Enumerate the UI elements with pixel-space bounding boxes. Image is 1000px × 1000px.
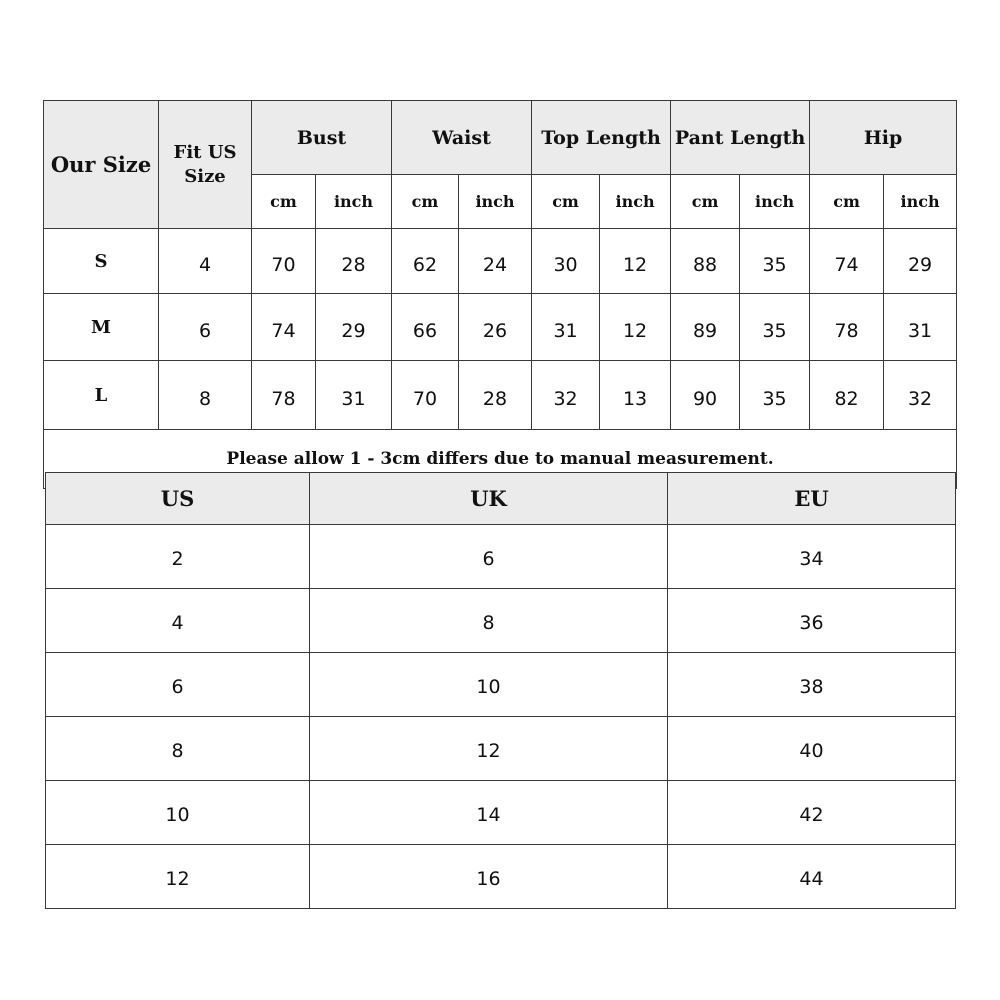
value-cell: 29 [316, 294, 392, 361]
pant-length-header: Pant Length [671, 101, 810, 175]
unit-header: inch [884, 175, 957, 229]
value-cell: 66 [392, 294, 459, 361]
fit-us-size-header [159, 101, 252, 229]
table-row [44, 229, 957, 294]
unit-header: cm [392, 175, 459, 229]
value-cell: 90 [671, 361, 740, 430]
eu-header: EU [668, 473, 956, 525]
value-cell: 78 [252, 361, 316, 430]
us-cell: 2 [46, 525, 310, 589]
uk-cell: 16 [310, 845, 668, 909]
table-row [44, 361, 957, 430]
value-cell: 88 [671, 229, 740, 294]
unit-header: cm [810, 175, 884, 229]
table-row [46, 717, 956, 781]
value-cell: 26 [459, 294, 532, 361]
value-cell: 35 [740, 229, 810, 294]
table-row [46, 589, 956, 653]
fit-us-cell: 6 [159, 294, 252, 361]
eu-cell: 42 [668, 781, 956, 845]
unit-header: cm [671, 175, 740, 229]
value-cell: 13 [600, 361, 671, 430]
waist-header: Waist [392, 101, 532, 175]
us-cell: 4 [46, 589, 310, 653]
value-cell: 62 [392, 229, 459, 294]
unit-header: inch [316, 175, 392, 229]
unit-header: inch [740, 175, 810, 229]
fit-us-size-header-line1: Fit US [173, 141, 237, 163]
table-row [46, 525, 956, 589]
hip-header: Hip [810, 101, 957, 175]
value-cell: 29 [884, 229, 957, 294]
table-row [46, 653, 956, 717]
uk-header: UK [310, 473, 668, 525]
value-cell: 89 [671, 294, 740, 361]
value-cell: 28 [316, 229, 392, 294]
fit-us-cell: 4 [159, 229, 252, 294]
value-cell: 12 [600, 229, 671, 294]
top-length-header: Top Length [532, 101, 671, 175]
value-cell: 32 [532, 361, 600, 430]
uk-cell: 14 [310, 781, 668, 845]
size-cell: M [44, 294, 159, 361]
bust-header: Bust [252, 101, 392, 175]
value-cell: 31 [884, 294, 957, 361]
unit-header: inch [600, 175, 671, 229]
size-cell: S [44, 229, 159, 294]
value-cell: 32 [884, 361, 957, 430]
eu-cell: 36 [668, 589, 956, 653]
value-cell: 31 [532, 294, 600, 361]
eu-cell: 44 [668, 845, 956, 909]
value-cell: 28 [459, 361, 532, 430]
measurement-note: Please allow 1 - 3cm differs due to manual measurement. [44, 430, 957, 489]
value-cell: 74 [252, 294, 316, 361]
value-cell: 78 [810, 294, 884, 361]
uk-cell: 12 [310, 717, 668, 781]
value-cell: 24 [459, 229, 532, 294]
us-cell: 12 [46, 845, 310, 909]
uk-cell: 8 [310, 589, 668, 653]
size-conversion-table [45, 472, 956, 909]
size-chart-table [43, 100, 957, 489]
unit-header: cm [532, 175, 600, 229]
fit-us-cell: 8 [159, 361, 252, 430]
value-cell: 74 [810, 229, 884, 294]
us-header: US [46, 473, 310, 525]
unit-header: inch [459, 175, 532, 229]
table-row [44, 294, 957, 361]
uk-cell: 10 [310, 653, 668, 717]
value-cell: 70 [392, 361, 459, 430]
unit-header: cm [252, 175, 316, 229]
us-cell: 6 [46, 653, 310, 717]
value-cell: 82 [810, 361, 884, 430]
value-cell: 30 [532, 229, 600, 294]
value-cell: 35 [740, 294, 810, 361]
value-cell: 70 [252, 229, 316, 294]
size-cell: L [44, 361, 159, 430]
value-cell: 31 [316, 361, 392, 430]
value-cell: 12 [600, 294, 671, 361]
table-row [46, 781, 956, 845]
value-cell: 35 [740, 361, 810, 430]
eu-cell: 34 [668, 525, 956, 589]
our-size-header: Our Size [44, 101, 159, 229]
uk-cell: 6 [310, 525, 668, 589]
eu-cell: 40 [668, 717, 956, 781]
us-cell: 10 [46, 781, 310, 845]
table-row [46, 845, 956, 909]
fit-us-size-header-line2: Size [184, 165, 226, 187]
us-cell: 8 [46, 717, 310, 781]
eu-cell: 38 [668, 653, 956, 717]
